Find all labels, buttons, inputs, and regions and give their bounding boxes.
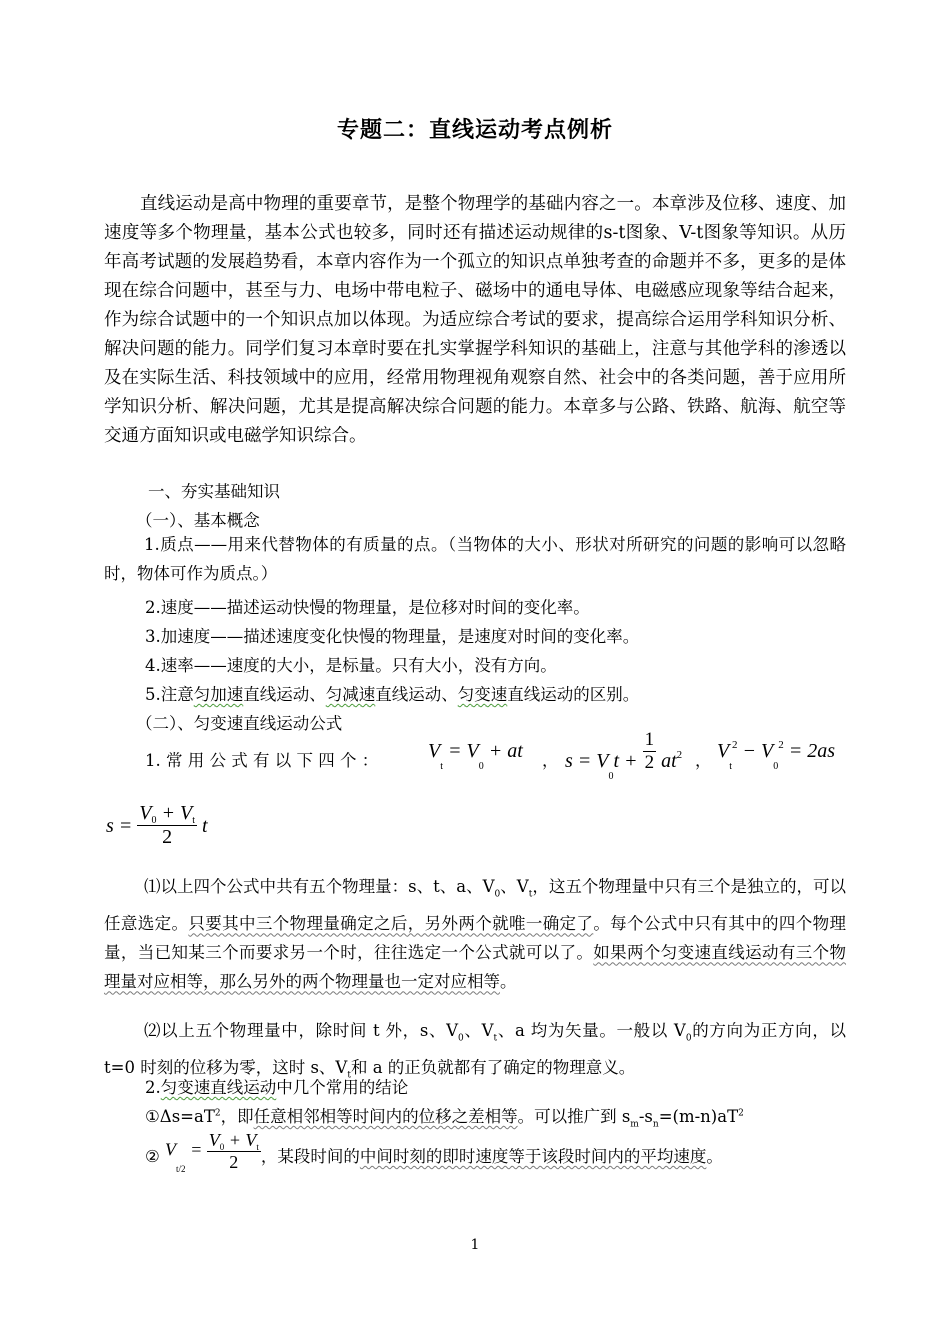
underlined-term: 匀变速直线运动	[160, 1078, 277, 1097]
underlined-sentence: 如果两个匀变速直线运动有三个物理量对应相等，那么另外的两个物理量也一定对应相等	[104, 943, 847, 992]
note-paragraph: ⑴以上四个公式中共有五个物理量：s、t、a、$V_0$、$V_t$，这五个物理量中只有三个是独立的，可以任意选定。只要其中三个物理量确定之后，另外两个就唯一确定了。每个公式中只有其中的四个物理量，当已知某三个而要求另一个时，往往选定一个公式就可以了。如果两个匀变速直线运动有三个物理量对应相等，那么另外的两个物理量也一定对应相等。	[104, 877, 847, 992]
list-item: 4.速率——速度的大小，是标量。只有大小，没有方向。	[145, 656, 557, 675]
formula-velocity: $V_t = V_0$ + at	[428, 740, 523, 772]
list-item: 5.注意匀加速直线运动、匀减速直线运动、匀变速直线运动的区别。	[145, 685, 640, 704]
list-item: 1.质点——用来代替物体的有质量的点。（当物体的大小、形状对所研究的问题的影响可以忽略时，物体可作为质点。）	[104, 535, 846, 583]
separator: ，	[542, 751, 559, 770]
note-paragraph: ⑵以上五个物理量中，除时间 t 外，s、$V_0$、$V_t$、a 均为矢量。一般以 $V_0$的方向为正方向，以 t=0 时刻的位移为零，这时 s、$V_t$和 a 的正负就都有了确定的物理意义。	[104, 1021, 847, 1081]
list-item: 2.匀变速直线运动中几个常用的结论	[145, 1078, 409, 1097]
page-number: 1	[470, 1237, 480, 1253]
underlined-sentence: 只要其中三个物理量确定之后，另外两个就唯一确定了	[188, 914, 594, 934]
underlined-sentence: 任意相邻相等时间内的位移之差相等	[253, 1107, 518, 1126]
underlined-term: 匀加速	[193, 685, 244, 704]
list-item: 3.加速度——描述速度变化快慢的物理量，是速度对时间的变化率。	[145, 627, 640, 646]
underlined-term: 匀减速	[325, 685, 376, 704]
underlined-term: 匀变速	[457, 685, 508, 704]
intro-paragraph: 直线运动是高中物理的重要章节，是整个物理学的基础内容之一。本章涉及位移、速度、加速度等多个物理量，基本公式也较多，同时还有描述运动规律的s-t图象、V-t图象等知识。从历年高考试题的发展趋势看，本章内容作为一个孤立的知识点单独考查的命题并不多，更多的是体现在综合问题中，甚至与力、电场中带电粒子、磁场中的通电导体、电磁感应现象等结合起来，作为综合试题中的一个知识点加以体现。为适应综合考试的要求，提高综合运用学科知识分析、解决问题的能力。同学们复习本章时要在扎实掌握学科知识的基础上，注意与其他学科的渗透以及在实际生活、科技领域中的应用，经常用物理视角观察自然、社会中的各类问题，善于应用所学知识分析、解决问题，尤其是提高解决综合问题的能力。本章多与公路、铁路、航海、航空等交通方面知识或电磁学知识综合。	[104, 194, 846, 446]
list-item: 2.速度——描述运动快慢的物理量，是位移对时间的变化率。	[145, 598, 590, 617]
underlined-sentence: 中间时刻的即时速度等于该段时间内的平均速度	[359, 1147, 707, 1166]
subsection-heading: （二）、匀变速直线运动公式	[136, 714, 343, 733]
formula-velocity-squared: $V_t^2 - V_0^2 = 2as$	[717, 739, 835, 772]
formula-displacement: $s = V_0t$ + $\frac{1}{2}$ $at^2$	[565, 729, 683, 783]
formula-intro: 1. 常 用 公 式 有 以 下 四 个 ：	[145, 751, 379, 770]
page-title: 专题二：直线运动考点例析	[336, 118, 613, 143]
formula-average: s = $\frac{V_0 + V_t}{2}$ t	[106, 802, 208, 848]
conclusion-item: $①\Delta s=aT^2$，即任意相邻相等时间内的位移之差相等。可以推广到 $s_m-s_n=(m-n)aT^2$	[145, 1107, 744, 1130]
subsection-heading: （一）、基本概念	[136, 511, 260, 530]
conclusion-item: ② $V_{t/2}$ = $\frac{V_0 + V_t}{2}$ ，某段时间的中间时刻的即时速度等于该段时间内的平均速度。	[145, 1130, 723, 1174]
separator: ，	[695, 751, 712, 770]
section-heading: 一、夯实基础知识	[148, 482, 280, 501]
